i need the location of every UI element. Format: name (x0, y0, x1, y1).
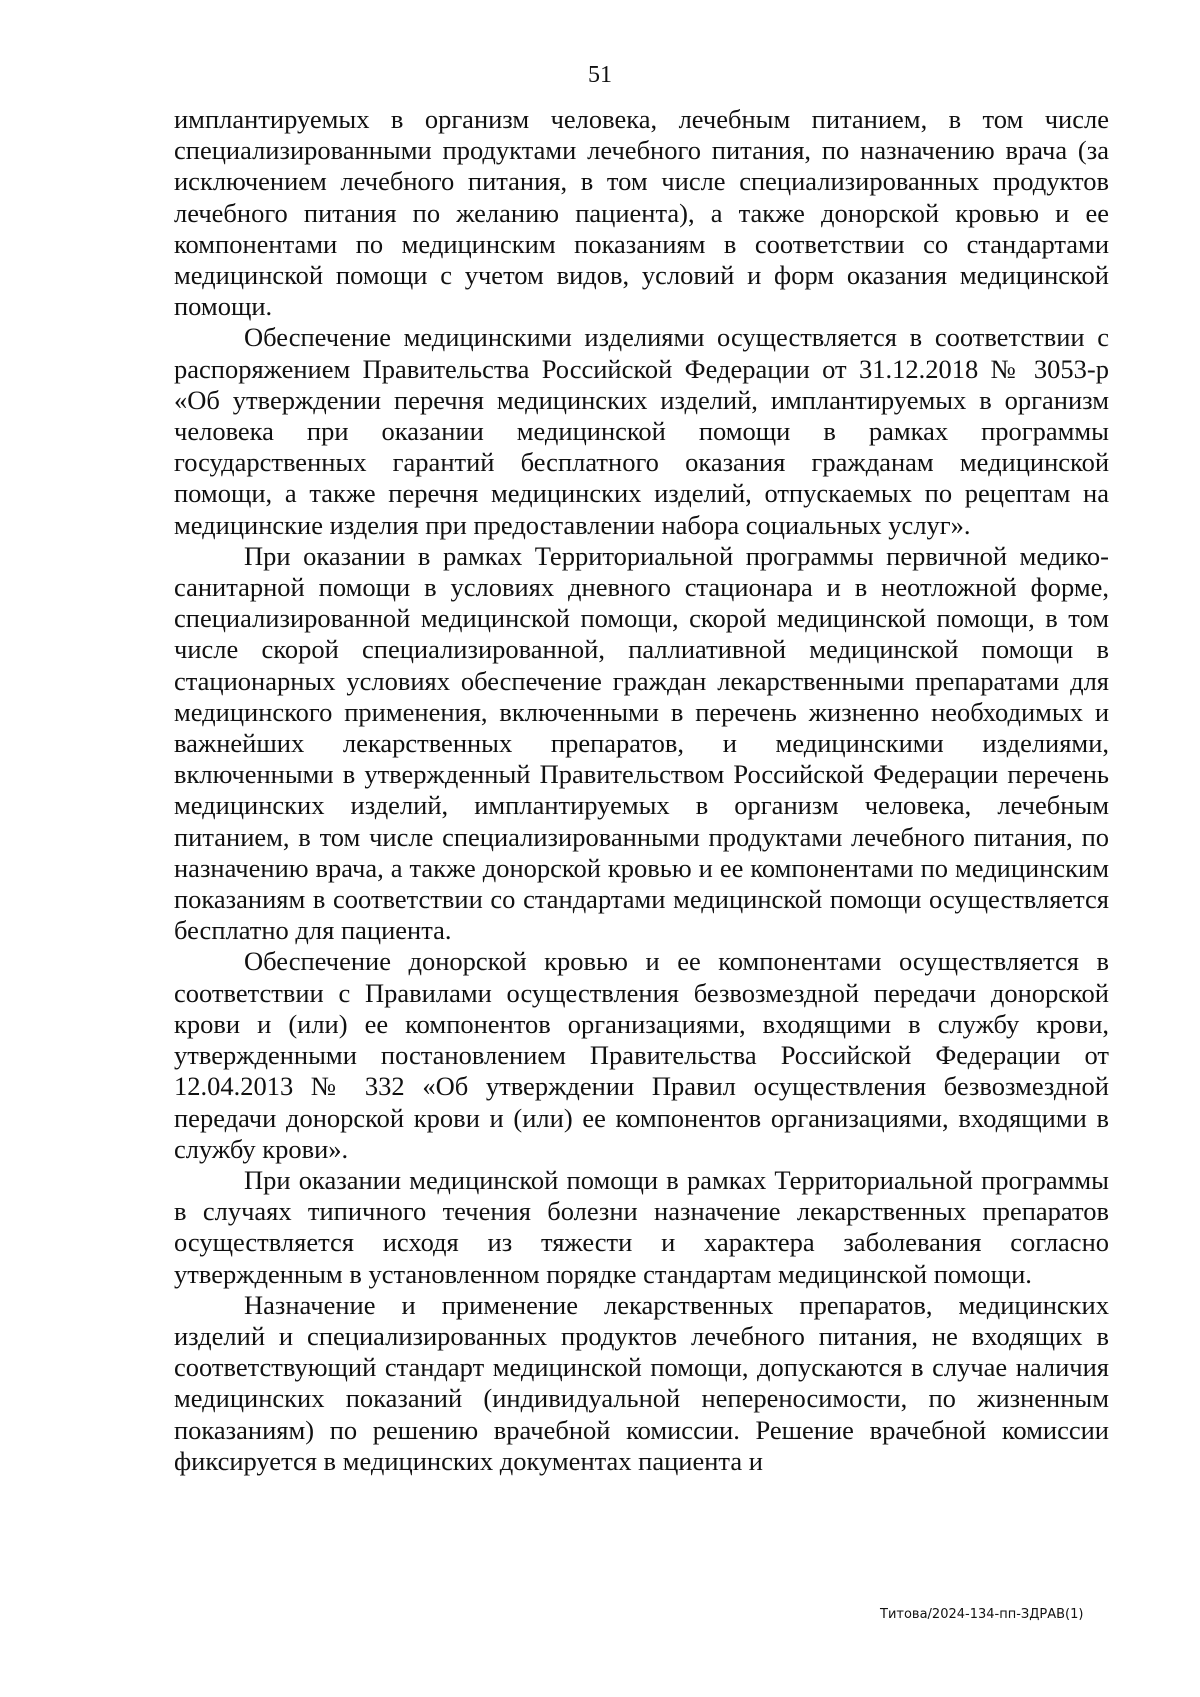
paragraph-1: имплантируемых в организм человека, лечебным питанием, в том числе специализированными продуктами лечебного питания, по назначению врача (за исключением лечебного питания, в том числе специализированных продуктов лечебного питания по желанию пациента), а также донорской кровью и ее компонентами по медицинским показаниям в соответствии со стандартами медицинской помощи с учетом видов, условий и форм оказания медицинской помощи. (174, 104, 1109, 322)
page-number: 51 (588, 62, 612, 88)
document-code-footer: Титова/2024-134-пп-ЗДРАВ(1) (880, 1607, 1084, 1622)
paragraph-2: Обеспечение медицинскими изделиями осуществляется в соответствии с распоряжением Правительства Российской Федерации от 31.12.2018 № 3053-р «Об утверждении перечня медицинских изделий, имплантируемых в организм человека при оказании медицинской помощи в рамках программы государственных гарантий бесплатного оказания гражданам медицинской помощи, а также перечня медицинских изделий, отпускаемых по рецептам на медицинские изделия при предоставлении набора социальных услуг». (174, 322, 1109, 540)
document-body (174, 104, 1109, 1477)
paragraph-4: Обеспечение донорской кровью и ее компонентами осуществляется в соответствии с Правилами осуществления безвозмездной передачи донорской крови и (или) ее компонентов организациями, входящими в службу крови, утвержденными постановлением Правительства Российской Федерации от 12.04.2013 № 332 «Об утверждении Правил осуществления безвозмездной передачи донорской крови и (или) ее компонентов организациями, входящими в службу крови». (174, 946, 1109, 1164)
paragraph-6: Назначение и применение лекарственных препаратов, медицинских изделий и специализированных продуктов лечебного питания, не входящих в соответствующий стандарт медицинской помощи, допускаются в случае наличия медицинских показаний (индивидуальной непереносимости, по жизненным показаниям) по решению врачебной комиссии. Решение врачебной комиссии фиксируется в медицинских документах пациента и (174, 1289, 1109, 1476)
paragraph-5: При оказании медицинской помощи в рамках Территориальной программы в случаях типичного течения болезни назначение лекарственных препаратов осуществляется исходя из тяжести и характера заболевания согласно утвержденным в установленном порядке стандартам медицинской помощи. (174, 1164, 1109, 1289)
paragraph-3: При оказании в рамках Территориальной программы первичной медико-санитарной помощи в условиях дневного стационара и в неотложной форме, специализированной медицинской помощи, скорой медицинской помощи, в том числе скорой специализированной, паллиативной медицинской помощи в стационарных условиях обеспечение граждан лекарственными препаратами для медицинского применения, включенными в перечень жизненно необходимых и важнейших лекарственных препаратов, и медицинскими изделиями, включенными в утвержденный Правительством Российской Федерации перечень медицинских изделий, имплантируемых в организм человека, лечебным питанием, в том числе специализированными продуктами лечебного питания, по назначению врача, а также донорской кровью и ее компонентами по медицинским показаниям в соответствии со стандартами медицинской помощи осуществляется бесплатно для пациента. (174, 540, 1109, 946)
